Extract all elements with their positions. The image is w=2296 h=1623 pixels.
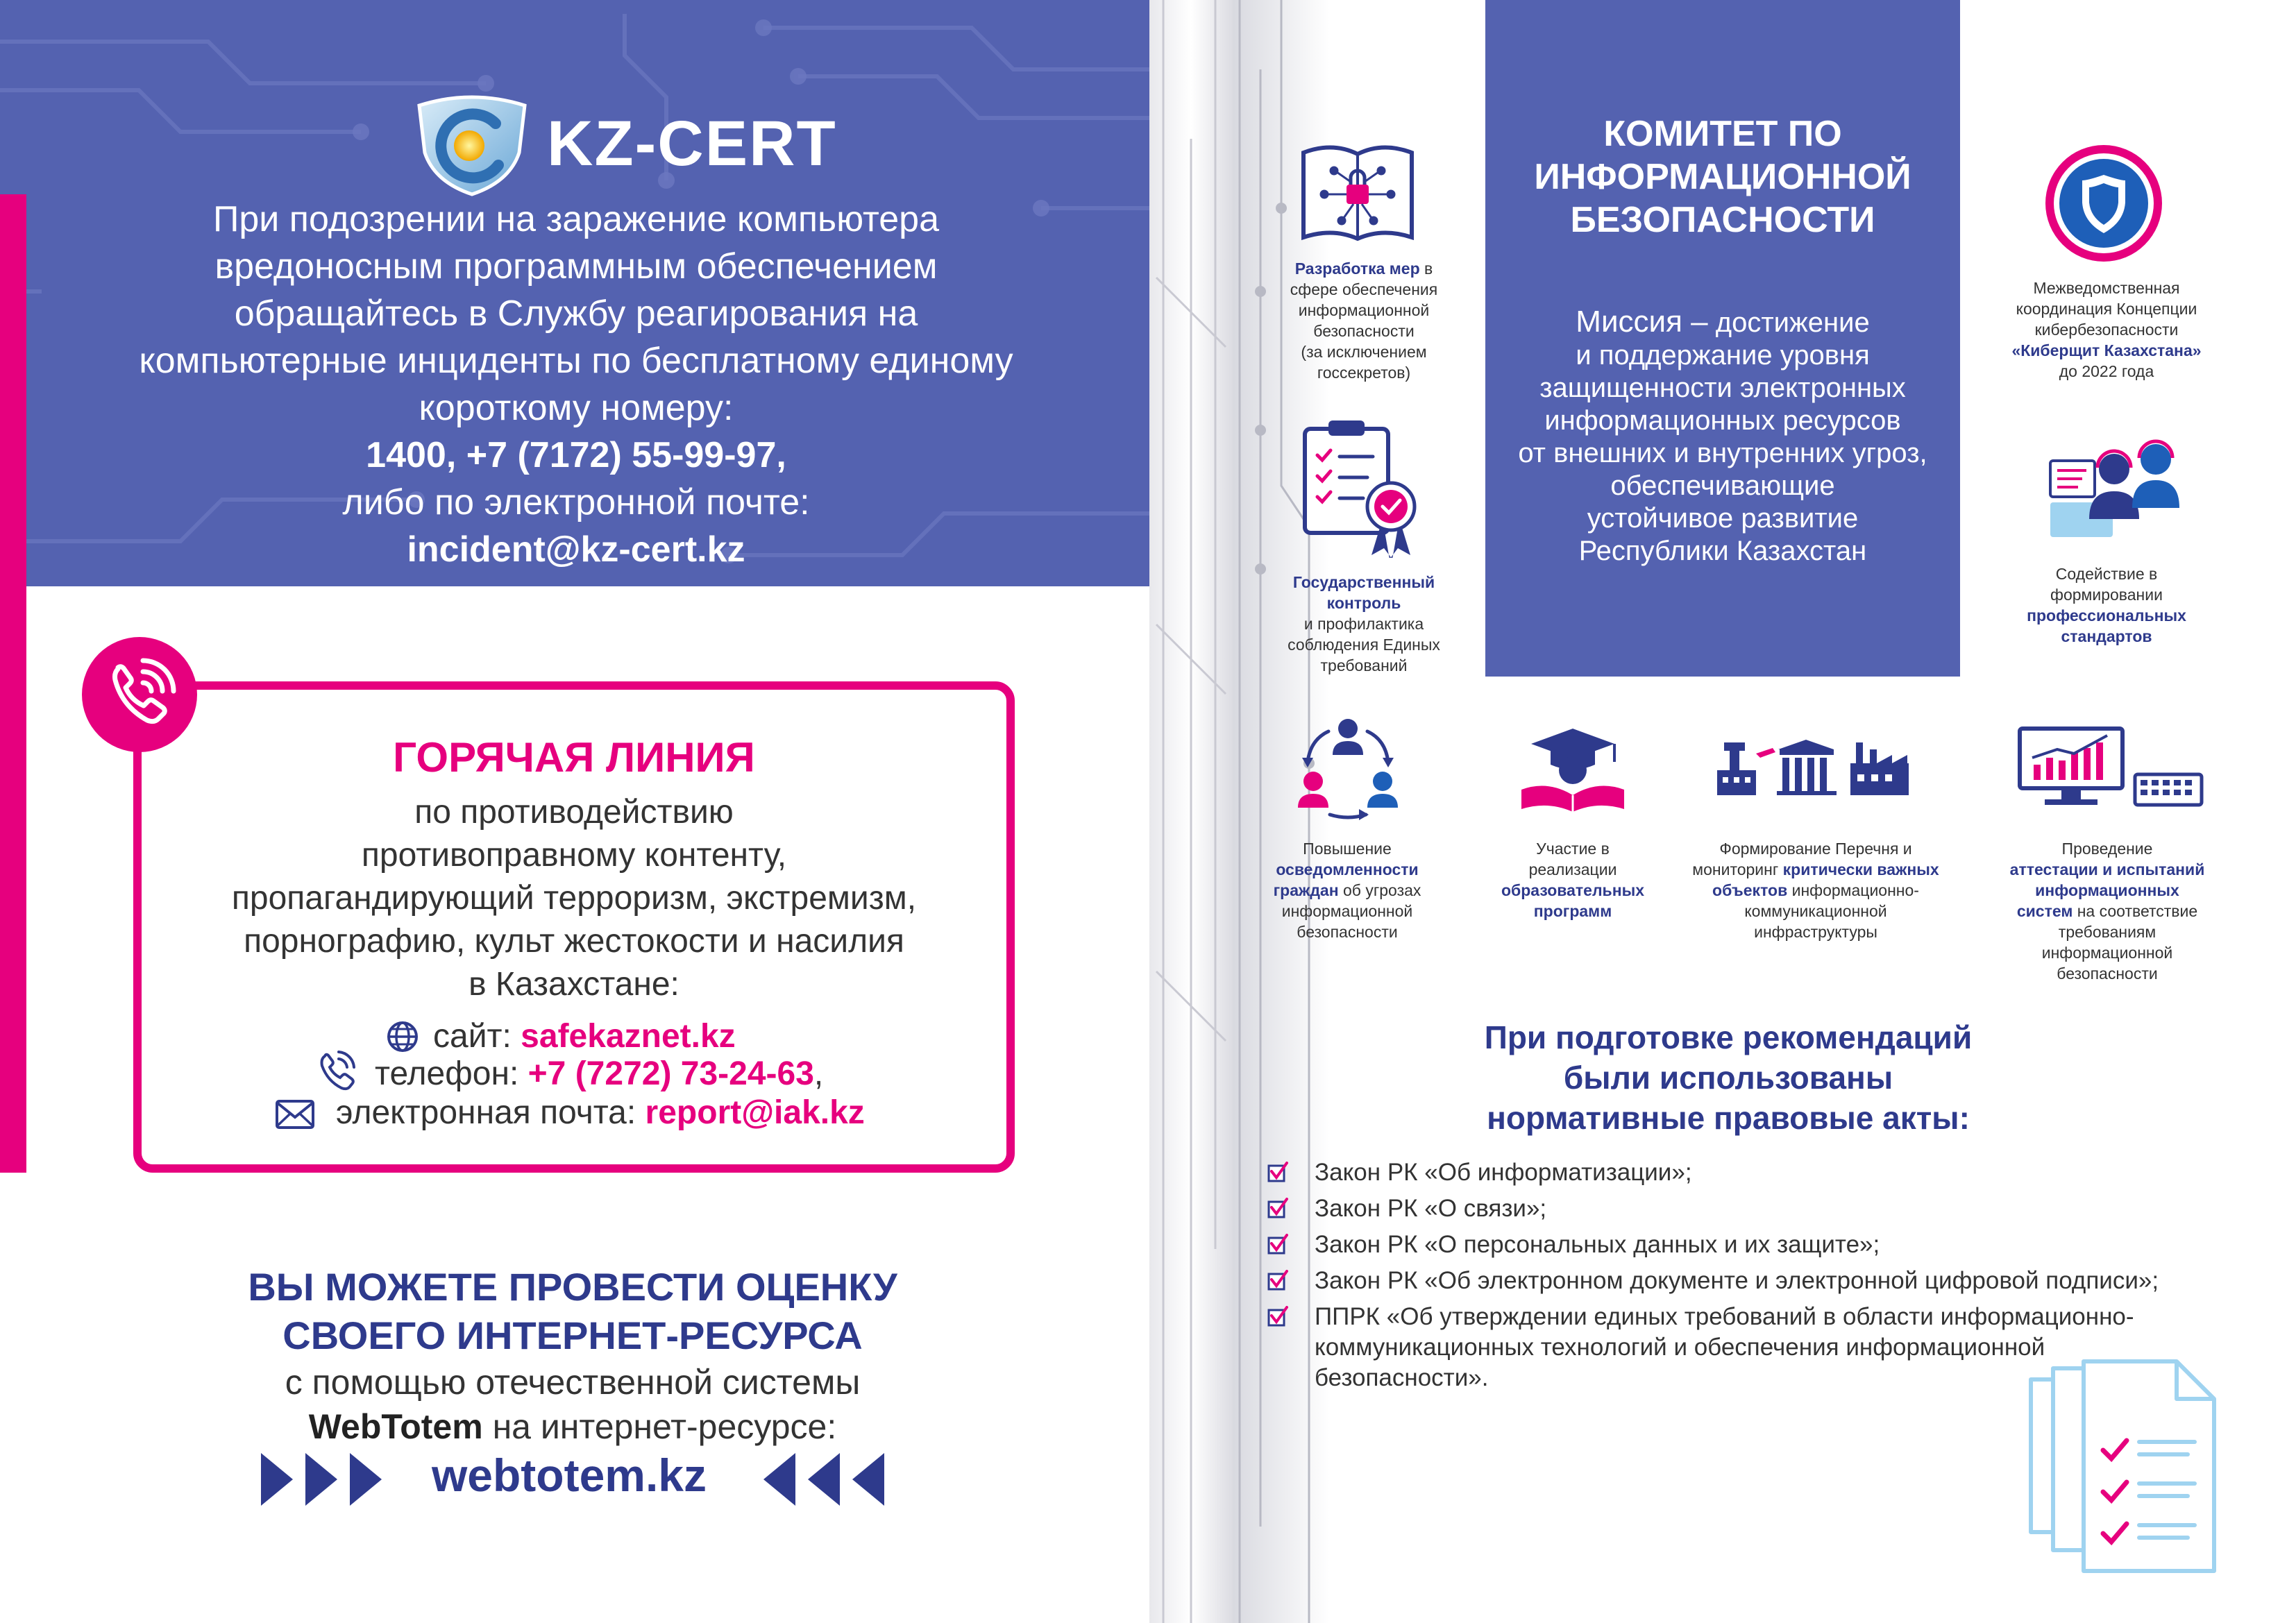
- feature-measures: [1263, 258, 1464, 383]
- hotline-title: ГОРЯЧАЯ ЛИНИЯ: [393, 734, 755, 781]
- feature-control: [1263, 572, 1464, 676]
- webtotem-title-line: СВОЕГО ИНТЕРНЕТ-РЕСУРСА: [282, 1314, 863, 1357]
- feature-rest: об угрозах: [1338, 881, 1421, 899]
- feature-line: Повышение: [1303, 840, 1392, 858]
- support-team-icon: [2048, 436, 2184, 540]
- cert-phone-numbers[interactable]: 1400, +7 (7172) 55-99-97,: [366, 435, 786, 475]
- feature-line: (за исключением: [1301, 343, 1427, 361]
- feature-line: госсекретов): [1317, 364, 1411, 382]
- clipboard-checklist-icon: [1301, 419, 1423, 558]
- hotline-phone: [375, 1053, 823, 1095]
- cert-line: вредоносным программным обеспечением: [214, 246, 938, 287]
- email-link[interactable]: report@iak.kz: [645, 1094, 865, 1131]
- pink-accent-bar: [0, 194, 26, 1173]
- mission-line: от внешних и внутренних угроз,: [1518, 438, 1927, 468]
- norms-heading: [1416, 1017, 2041, 1138]
- mission-line: и поддержание уровня: [1576, 340, 1870, 371]
- feature-line: Межведомственная: [2033, 279, 2180, 297]
- mission-statement: [1485, 305, 1960, 568]
- feature-bold: критически важных: [1782, 860, 1939, 878]
- feature-line: соблюдения Единых: [1288, 636, 1440, 654]
- feature-line: Формирование Перечня и: [1719, 840, 1912, 858]
- feature-line: информационной: [1298, 301, 1430, 319]
- webtotem-desc-rest: на интернет-ресурсе:: [482, 1407, 837, 1446]
- feature-attestation: [1996, 838, 2218, 984]
- feature-education: [1476, 838, 1670, 921]
- feature-bold-line: аттестации и испытаний: [2009, 860, 2205, 878]
- hotline-desc-line: пропагандирующий терроризм, экстремизм,: [231, 880, 917, 917]
- feature-bold: граждан: [1273, 881, 1339, 899]
- cybershield-badge-icon: [2042, 142, 2166, 265]
- awareness-cycle-icon: [1292, 712, 1403, 823]
- law-item: [1267, 1157, 2191, 1188]
- arrows-right-icon: [261, 1452, 386, 1507]
- hotline-desc-line: в Казахстане:: [469, 966, 679, 1003]
- feature-bold-line: контроль: [1326, 594, 1401, 612]
- feature-rest: в: [1419, 260, 1433, 278]
- law-text: Закон РК «О связи»;: [1315, 1195, 1547, 1222]
- hotline-desc-line: противоправному контенту,: [361, 837, 787, 874]
- hotline-description: [133, 791, 1015, 1006]
- feature-line: информационной: [2041, 944, 2173, 962]
- feature-line-first: [1263, 258, 1464, 279]
- webtotem-description: [42, 1360, 1104, 1449]
- kz-cert-title: KZ-CERT: [547, 108, 837, 179]
- feature-bold: «Киберщит Казахстана»: [2011, 341, 2202, 359]
- phone-suffix: ,: [813, 1055, 824, 1092]
- critical-infrastructure-icon: [1714, 736, 1911, 798]
- feature-line: требований: [1320, 656, 1408, 674]
- feature-line: реализации: [1528, 860, 1617, 878]
- page-spine: [1149, 0, 1233, 1623]
- feature-line: безопасности: [2057, 965, 2158, 983]
- mission-line-first: [1485, 305, 1960, 339]
- feature-awareness: [1247, 838, 1448, 942]
- law-text: Закон РК «Об информатизации»;: [1315, 1159, 1692, 1186]
- feature-bold: Разработка мер: [1294, 260, 1420, 278]
- feature-line: формировании: [2050, 586, 2163, 604]
- law-text: ППРК «Об утверждении единых требований в области информационно-коммуникационных технологий и обеспечения информационной безопасности».: [1315, 1303, 2134, 1391]
- graduate-book-icon: [1517, 726, 1628, 812]
- envelope-icon: [275, 1099, 315, 1130]
- law-text: Закон РК «Об электронном документе и электронной цифровой подписи»;: [1315, 1267, 2159, 1294]
- mission-line: защищенности электронных: [1539, 373, 1906, 403]
- cert-line: компьютерные инциденты по бесплатному единому: [139, 341, 1013, 381]
- feature-bold-line: Государственный: [1292, 573, 1435, 591]
- hotline-desc-line: порнографию, культ жестокости и насилия: [244, 923, 904, 960]
- feature-line: Проведение: [2061, 840, 2153, 858]
- secure-book-icon: [1298, 140, 1417, 248]
- mission-line: Республики Казахстан: [1578, 536, 1867, 566]
- feature-bold-line: информационных: [2035, 881, 2179, 899]
- feature-line: безопасности: [1313, 322, 1415, 340]
- checkbox-icon: [1267, 1306, 1288, 1328]
- feature-bold-line: программ: [1533, 902, 1612, 920]
- cert-email-intro: либо по электронной почте:: [342, 482, 810, 522]
- mission-lead: Миссия –: [1576, 305, 1708, 339]
- feature-rest: информационно-: [1787, 881, 1919, 899]
- feature-line: Содействие в: [2055, 565, 2158, 583]
- feature-line: Участие в: [1536, 840, 1610, 858]
- law-item: [1267, 1193, 2191, 1224]
- checkbox-icon: [1267, 1270, 1288, 1292]
- phone-icon: [315, 1049, 357, 1091]
- feature-rest: на соответствие: [2073, 902, 2198, 920]
- site-link[interactable]: safekaznet.kz: [521, 1018, 736, 1055]
- law-text: Закон РК «О персональных данных и их защите»;: [1315, 1231, 1880, 1258]
- feature-line: сфере обеспечения: [1290, 280, 1438, 298]
- feature-line: коммуникационной: [1744, 902, 1887, 920]
- mission-line: устойчивое развитие: [1587, 503, 1859, 534]
- feature-line: инфраструктуры: [1754, 923, 1877, 941]
- feature-line-mixed: [1247, 880, 1448, 901]
- feature-coordination: [1999, 278, 2214, 382]
- phone-link[interactable]: +7 (7272) 73-24-63: [527, 1055, 814, 1092]
- globe-icon: [386, 1020, 419, 1053]
- webtotem-title-line: ВЫ МОЖЕТЕ ПРОВЕСТИ ОЦЕНКУ: [248, 1265, 897, 1309]
- committee-title-line: БЕЗОПАСНОСТИ: [1570, 200, 1875, 240]
- checkbox-icon: [1267, 1234, 1288, 1256]
- site-label: сайт:: [433, 1018, 521, 1055]
- mission-line: обеспечивающие: [1610, 470, 1835, 501]
- phone-label: телефон:: [375, 1055, 528, 1092]
- norms-title-line: При подготовке рекомендаций: [1484, 1019, 1973, 1055]
- mission-line: достижение: [1707, 307, 1870, 338]
- feature-line: безопасности: [1297, 923, 1398, 941]
- law-item: [1267, 1266, 2191, 1296]
- checkbox-icon: [1267, 1198, 1288, 1220]
- webtotem-heading: [42, 1263, 1104, 1360]
- law-item: [1267, 1230, 2191, 1260]
- feature-bold-line: стандартов: [2061, 627, 2152, 645]
- cert-line: короткому номеру:: [419, 388, 734, 428]
- feature-rest: мониторинг: [1692, 860, 1783, 878]
- feature-bold: осведомленности: [1276, 860, 1419, 878]
- mission-line: информационных ресурсов: [1544, 405, 1901, 436]
- hotline-site: [433, 1016, 736, 1057]
- kz-cert-description: [76, 196, 1076, 573]
- webtotem-desc-line: с помощью отечественной системы: [285, 1363, 861, 1402]
- feature-bold: объектов: [1712, 881, 1788, 899]
- feature-line: требованиям: [2058, 923, 2156, 941]
- committee-title: [1485, 112, 1960, 241]
- norms-title-line: нормативные правовые акты:: [1487, 1100, 1970, 1136]
- feature-critical-objects: [1670, 838, 1961, 942]
- feature-line: информационной: [1281, 902, 1413, 920]
- feature-bold-line: профессиональных: [2027, 606, 2186, 624]
- norms-title-line: были использованы: [1563, 1060, 1893, 1096]
- feature-line-mixed: [1996, 901, 2218, 921]
- webtotem-brand: WebTotem: [308, 1407, 483, 1446]
- feature-bold: систем: [2016, 902, 2073, 920]
- computer-testing-icon: [2017, 726, 2204, 812]
- feature-line-mixed: [1670, 880, 1961, 901]
- feature-line: до 2022 года: [2059, 362, 2154, 380]
- hotline-desc-line: по противодействию: [414, 794, 734, 831]
- webtotem-desc-line2: [42, 1404, 1104, 1449]
- cert-line: При подозрении на заражение компьютера: [213, 199, 939, 239]
- email-label: электронная почта:: [336, 1094, 645, 1131]
- hotline-email: [336, 1092, 865, 1134]
- cert-email-link[interactable]: incident@kz-cert.kz: [407, 529, 745, 570]
- feature-bold-line: образовательных: [1501, 881, 1645, 899]
- kz-cert-shield-icon: [405, 93, 539, 197]
- spine-circuit-pattern: [1149, 0, 1233, 1623]
- webtotem-link[interactable]: webtotem.kz: [431, 1450, 707, 1501]
- arrows-left-icon: [763, 1452, 888, 1507]
- feature-line: и профилактика: [1303, 615, 1424, 633]
- feature-standards: [2013, 563, 2200, 647]
- cert-line: обращайтесь в Службу реагирования на: [234, 294, 918, 334]
- feature-line-mixed: [1670, 859, 1961, 880]
- documents-checklist-icon: [2028, 1359, 2224, 1575]
- committee-title-line: КОМИТЕТ ПО: [1603, 114, 1842, 154]
- checkbox-icon: [1267, 1162, 1288, 1184]
- feature-line: координация Концепции: [2016, 300, 2197, 318]
- feature-line: кибербезопасности: [2034, 321, 2179, 339]
- committee-title-line: ИНФОРМАЦИОННОЙ: [1534, 157, 1911, 197]
